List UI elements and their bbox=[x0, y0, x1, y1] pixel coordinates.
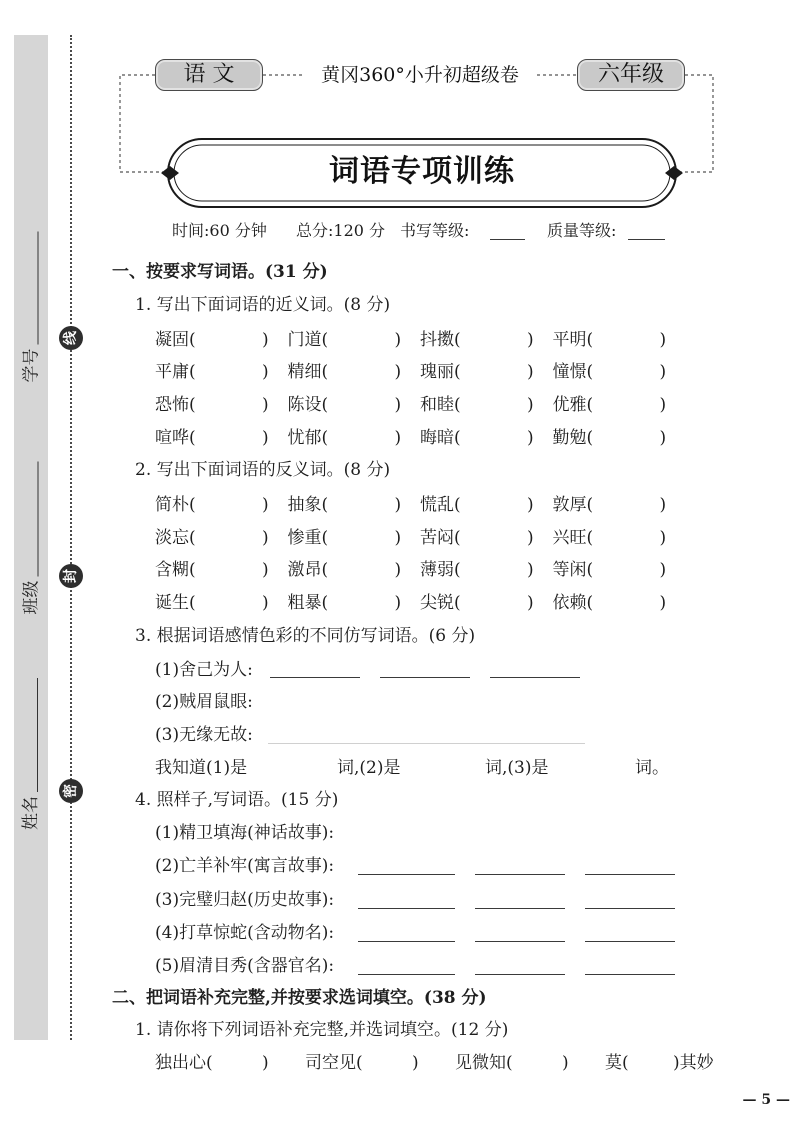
word-item bbox=[155, 559, 288, 581]
close-paren: ) bbox=[394, 330, 402, 350]
answer-blank bbox=[467, 527, 527, 549]
word-text: 恐怖( bbox=[155, 395, 196, 415]
word-text: 精细( bbox=[287, 362, 329, 382]
seal-mark-line: 线 bbox=[59, 326, 83, 350]
close-paren: ) bbox=[527, 428, 534, 448]
right-dashed-bracket bbox=[680, 75, 713, 172]
word-item bbox=[553, 427, 686, 449]
word-text: 优雅( bbox=[552, 395, 594, 415]
word-item bbox=[553, 329, 686, 351]
answer-blank bbox=[202, 494, 262, 516]
s2-item-text: 见微知( bbox=[455, 1053, 513, 1073]
answer-blank bbox=[335, 361, 395, 383]
word-text: 敦厚( bbox=[552, 495, 594, 515]
total-score-info: 总分:120 分 bbox=[296, 221, 386, 240]
word-item bbox=[155, 329, 288, 351]
word-text: 薄弱( bbox=[420, 560, 461, 580]
word-text: 抖擞( bbox=[420, 330, 461, 350]
q3-conclusion-part: 词。 bbox=[635, 758, 669, 778]
s2-item-text: 莫( bbox=[605, 1053, 629, 1073]
student-id-line bbox=[37, 232, 38, 345]
word-item bbox=[420, 527, 553, 549]
answer-blank bbox=[202, 427, 262, 449]
word-item bbox=[288, 592, 421, 614]
q3-conclusion-part: 我知道(1)是 bbox=[155, 758, 248, 778]
word-text: 诞生( bbox=[155, 593, 196, 613]
name-line bbox=[37, 678, 38, 792]
q3-item: (1)舍己为人: bbox=[155, 660, 253, 680]
answer-blank bbox=[600, 527, 660, 549]
q1-prompt: 1. 写出下面词语的近义词。(8 分) bbox=[135, 295, 391, 315]
word-text: 勤勉( bbox=[552, 428, 594, 448]
word-text: 凝固( bbox=[155, 330, 196, 350]
answer-blank bbox=[202, 559, 262, 581]
word-text: 慌乱( bbox=[420, 495, 461, 515]
answer-blank bbox=[335, 559, 395, 581]
word-item bbox=[420, 427, 553, 449]
answer-line bbox=[358, 908, 455, 909]
word-item bbox=[288, 559, 421, 581]
close-paren: ) bbox=[527, 495, 534, 515]
s2-item-close: ) bbox=[412, 1053, 419, 1073]
close-paren: ) bbox=[394, 593, 402, 613]
word-item bbox=[155, 394, 288, 416]
word-item bbox=[420, 592, 553, 614]
word-text: 等闲( bbox=[552, 560, 594, 580]
answer-blank bbox=[600, 559, 660, 581]
word-text: 门道( bbox=[287, 330, 329, 350]
word-item bbox=[288, 527, 421, 549]
s2-q1-prompt: 1. 请你将下列词语补充完整,并选词填空。(12 分) bbox=[135, 1020, 509, 1040]
word-item bbox=[420, 329, 553, 351]
writing-grade-blank bbox=[490, 239, 525, 240]
q3-prompt: 3. 根据词语感情色彩的不同仿写词语。(6 分) bbox=[135, 626, 476, 646]
answer-line bbox=[475, 874, 565, 875]
word-item bbox=[155, 361, 288, 383]
q4-item: (4)打草惊蛇(含动物名): bbox=[155, 923, 335, 943]
answer-blank bbox=[335, 394, 395, 416]
word-item bbox=[420, 559, 553, 581]
answer-blank bbox=[335, 592, 395, 614]
class-label: 班级 bbox=[21, 580, 41, 615]
close-paren: ) bbox=[659, 560, 667, 580]
answer-blank bbox=[600, 361, 660, 383]
section2-heading: 二、把词语补充完整,并按要求选词填空。(38 分) bbox=[112, 988, 487, 1008]
close-paren: ) bbox=[659, 495, 667, 515]
q4-item: (2)亡羊补牢(寓言故事): bbox=[155, 856, 335, 876]
q3-item: (2)贼眉鼠眼: bbox=[155, 692, 253, 712]
answer-line bbox=[490, 677, 580, 678]
word-text: 激昂( bbox=[287, 560, 329, 580]
left-dashed-bracket bbox=[120, 75, 163, 172]
answer-line bbox=[585, 874, 675, 875]
word-text: 陈设( bbox=[287, 395, 329, 415]
word-item bbox=[553, 592, 686, 614]
word-text: 晦暗( bbox=[420, 428, 461, 448]
answer-blank bbox=[202, 329, 262, 351]
answer-blank bbox=[467, 427, 527, 449]
word-text: 含糊( bbox=[155, 560, 196, 580]
word-item bbox=[155, 592, 288, 614]
close-paren: ) bbox=[527, 395, 534, 415]
close-paren: ) bbox=[262, 560, 269, 580]
q2-prompt: 2. 写出下面词语的反义词。(8 分) bbox=[135, 460, 391, 480]
q2-row bbox=[155, 559, 685, 581]
q4-prompt: 4. 照样子,写词语。(15 分) bbox=[135, 790, 339, 810]
word-text: 平明( bbox=[552, 330, 594, 350]
word-item bbox=[288, 494, 421, 516]
answer-blank bbox=[335, 494, 395, 516]
close-paren: ) bbox=[394, 528, 402, 548]
close-paren: ) bbox=[394, 428, 402, 448]
answer-line bbox=[585, 908, 675, 909]
word-text: 忧郁( bbox=[287, 428, 329, 448]
close-paren: ) bbox=[659, 330, 667, 350]
close-paren: ) bbox=[262, 395, 269, 415]
answer-line bbox=[358, 974, 455, 975]
close-paren: ) bbox=[659, 428, 667, 448]
q4-item: (5)眉清目秀(含器官名): bbox=[155, 956, 335, 976]
word-text: 苦闷( bbox=[420, 528, 461, 548]
close-paren: ) bbox=[262, 362, 269, 382]
word-text: 抽象( bbox=[287, 495, 329, 515]
section1-heading: 一、按要求写词语。(31 分) bbox=[112, 262, 328, 282]
answer-line bbox=[270, 677, 360, 678]
answer-blank bbox=[335, 427, 395, 449]
word-item bbox=[420, 494, 553, 516]
word-item bbox=[553, 394, 686, 416]
word-text: 依赖( bbox=[552, 593, 594, 613]
answer-blank bbox=[202, 592, 262, 614]
close-paren: ) bbox=[262, 528, 269, 548]
q1-row bbox=[155, 361, 685, 383]
word-text: 淡忘( bbox=[155, 528, 196, 548]
s2-item-close: )其妙 bbox=[673, 1053, 714, 1073]
answer-line bbox=[475, 974, 565, 975]
seal-mark-seal: 封 bbox=[59, 564, 83, 588]
q4-item: (3)完璧归赵(历史故事): bbox=[155, 890, 335, 910]
answer-blank bbox=[600, 427, 660, 449]
close-paren: ) bbox=[262, 593, 269, 613]
s2-item-close: ) bbox=[262, 1053, 269, 1073]
series-title: 黄冈360°小升初超级卷 bbox=[321, 64, 519, 86]
close-paren: ) bbox=[262, 428, 269, 448]
page-number: — 5 — bbox=[742, 1092, 790, 1108]
grade-badge: 六年级 bbox=[577, 59, 685, 91]
close-paren: ) bbox=[659, 395, 667, 415]
word-item bbox=[420, 394, 553, 416]
answer-blank bbox=[202, 527, 262, 549]
student-id-label: 学号 bbox=[21, 348, 41, 383]
word-item bbox=[155, 527, 288, 549]
quality-grade-label: 质量等级: bbox=[547, 221, 617, 240]
close-paren: ) bbox=[394, 495, 402, 515]
answer-blank bbox=[335, 527, 395, 549]
answer-line bbox=[585, 941, 675, 942]
close-paren: ) bbox=[394, 560, 402, 580]
s2-item-close: ) bbox=[562, 1053, 569, 1073]
answer-line bbox=[475, 941, 565, 942]
quality-grade-blank bbox=[628, 239, 665, 240]
word-item bbox=[553, 494, 686, 516]
answer-line bbox=[358, 874, 455, 875]
close-paren: ) bbox=[659, 528, 667, 548]
word-item bbox=[553, 559, 686, 581]
close-paren: ) bbox=[527, 362, 534, 382]
answer-blank bbox=[467, 329, 527, 351]
answer-blank bbox=[202, 361, 262, 383]
name-field bbox=[20, 678, 42, 830]
answer-blank bbox=[335, 329, 395, 351]
close-paren: ) bbox=[527, 528, 534, 548]
answer-line bbox=[268, 743, 585, 744]
class-line bbox=[37, 462, 38, 577]
word-item bbox=[420, 361, 553, 383]
answer-blank bbox=[600, 592, 660, 614]
time-info: 时间:60 分钟 bbox=[172, 221, 267, 240]
q2-row bbox=[155, 494, 685, 516]
word-item bbox=[553, 361, 686, 383]
q3-conclusion-part: 词,(2)是 bbox=[337, 758, 401, 778]
word-item bbox=[155, 494, 288, 516]
page-title: 词语专项训练 bbox=[329, 154, 515, 189]
close-paren: ) bbox=[394, 395, 402, 415]
word-text: 惨重( bbox=[287, 528, 329, 548]
answer-line bbox=[358, 941, 455, 942]
answer-line bbox=[585, 974, 675, 975]
word-item bbox=[553, 527, 686, 549]
q2-row bbox=[155, 592, 685, 614]
close-paren: ) bbox=[659, 362, 667, 382]
answer-blank bbox=[467, 494, 527, 516]
close-paren: ) bbox=[394, 362, 402, 382]
answer-line bbox=[380, 677, 470, 678]
answer-blank bbox=[600, 329, 660, 351]
word-text: 粗暴( bbox=[287, 593, 329, 613]
s2-item-text: 独出心( bbox=[155, 1053, 213, 1073]
close-paren: ) bbox=[262, 495, 269, 515]
close-paren: ) bbox=[262, 330, 269, 350]
word-text: 尖锐( bbox=[420, 593, 461, 613]
answer-blank bbox=[202, 394, 262, 416]
word-item bbox=[288, 394, 421, 416]
class-field bbox=[20, 462, 42, 615]
q1-row bbox=[155, 329, 685, 351]
seal-mark-secret: 密 bbox=[59, 779, 83, 803]
s2-item-text: 司空见( bbox=[305, 1053, 363, 1073]
answer-blank bbox=[467, 361, 527, 383]
word-item bbox=[288, 329, 421, 351]
q2-row bbox=[155, 527, 685, 549]
close-paren: ) bbox=[527, 330, 534, 350]
word-text: 简朴( bbox=[155, 495, 196, 515]
subject-badge: 语 文 bbox=[155, 59, 263, 91]
close-paren: ) bbox=[527, 593, 534, 613]
answer-blank bbox=[600, 394, 660, 416]
word-text: 喧哗( bbox=[155, 428, 196, 448]
word-item bbox=[288, 427, 421, 449]
close-paren: ) bbox=[659, 593, 667, 613]
student-id-field bbox=[20, 232, 42, 383]
close-paren: ) bbox=[527, 560, 534, 580]
q3-conclusion-part: 词,(3)是 bbox=[485, 758, 549, 778]
answer-blank bbox=[600, 494, 660, 516]
q3-item: (3)无缘无故: bbox=[155, 725, 253, 745]
answer-blank bbox=[467, 592, 527, 614]
word-item bbox=[155, 427, 288, 449]
word-text: 平庸( bbox=[155, 362, 196, 382]
word-text: 和睦( bbox=[420, 395, 461, 415]
writing-grade-label: 书写等级: bbox=[400, 221, 470, 240]
answer-line bbox=[475, 908, 565, 909]
word-item bbox=[288, 361, 421, 383]
word-text: 兴旺( bbox=[552, 528, 594, 548]
name-label: 姓名 bbox=[21, 796, 41, 830]
answer-blank bbox=[467, 559, 527, 581]
q4-item: (1)精卫填海(神话故事): bbox=[155, 823, 335, 843]
q1-row bbox=[155, 394, 685, 416]
word-text: 瑰丽( bbox=[420, 362, 461, 382]
word-text: 憧憬( bbox=[552, 362, 594, 382]
answer-blank bbox=[467, 394, 527, 416]
q1-row bbox=[155, 427, 685, 449]
